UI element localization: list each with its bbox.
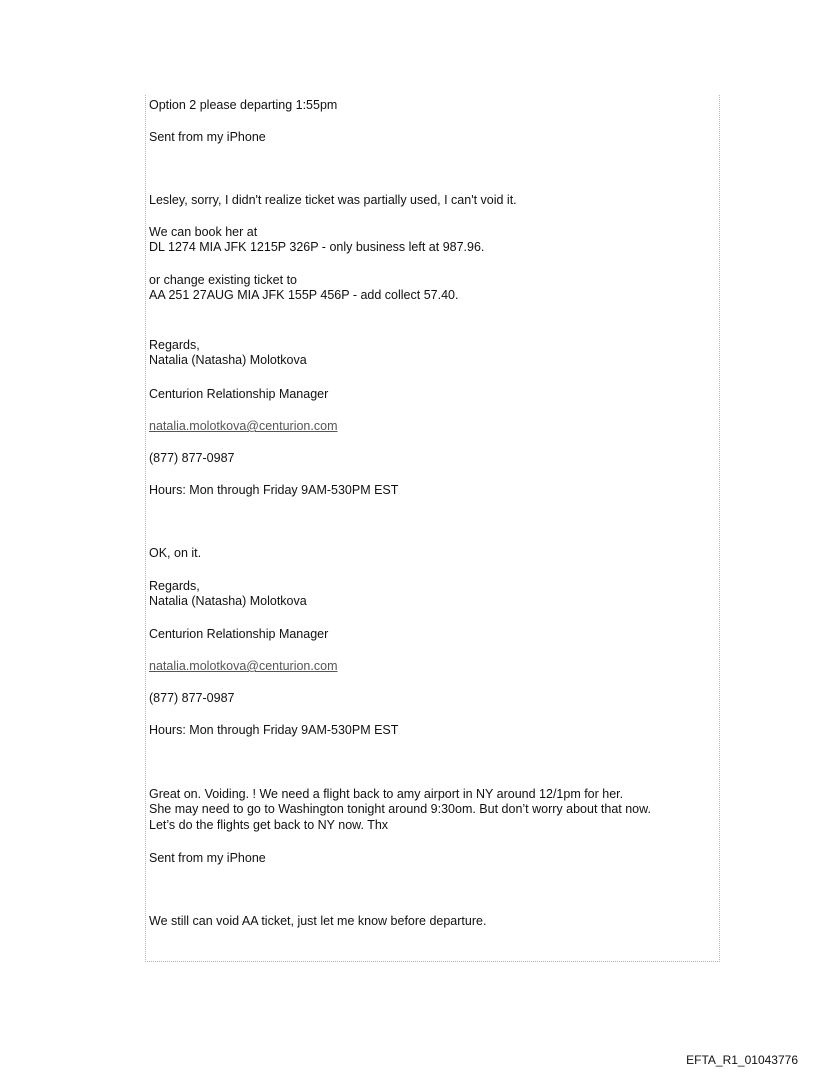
signature-phone: (877) 877-0987: [149, 691, 235, 705]
signature-phone: (877) 877-0987: [149, 451, 235, 465]
flight-option: AA 251 27AUG MIA JFK 155P 456P - add collect 57.40.: [149, 288, 459, 302]
message-text: Option 2 please departing 1:55pm: [149, 98, 338, 112]
message-text: She may need to go to Washington tonight around 9:30om. But don’t worry about that now.: [149, 802, 651, 816]
document-id: EFTA_R1_01043776: [686, 1053, 798, 1067]
signature-regards: Regards,: [149, 338, 200, 352]
email-link[interactable]: natalia.molotkova@centurion.com: [149, 659, 338, 673]
signature-name: Natalia (Natasha) Molotkova: [149, 353, 307, 367]
signature-name: Natalia (Natasha) Molotkova: [149, 594, 307, 608]
message-signature: Sent from my iPhone: [149, 130, 266, 144]
message-signature: Sent from my iPhone: [149, 851, 266, 865]
signature-hours: Hours: Mon through Friday 9AM-530PM EST: [149, 483, 399, 497]
signature-title: Centurion Relationship Manager: [149, 387, 329, 401]
email-link[interactable]: natalia.molotkova@centurion.com: [149, 419, 338, 433]
message-text: Great on. Voiding. ! We need a flight back to amy airport in NY around 12/1pm for her.: [149, 787, 624, 801]
signature-title: Centurion Relationship Manager: [149, 627, 329, 641]
message-text: We can book her at: [149, 225, 258, 239]
signature-regards: Regards,: [149, 579, 200, 593]
message-text: Lesley, sorry, I didn't realize ticket was partially used, I can't void it.: [149, 193, 517, 207]
message-text: We still can void AA ticket, just let me know before departure.: [149, 914, 487, 928]
message-text: or change existing ticket to: [149, 273, 297, 287]
message-text: Let’s do the flights get back to NY now. Thx: [149, 818, 389, 832]
signature-hours: Hours: Mon through Friday 9AM-530PM EST: [149, 723, 399, 737]
message-text: OK, on it.: [149, 546, 202, 560]
flight-option: DL 1274 MIA JFK 1215P 326P - only business left at 987.96.: [149, 240, 485, 254]
